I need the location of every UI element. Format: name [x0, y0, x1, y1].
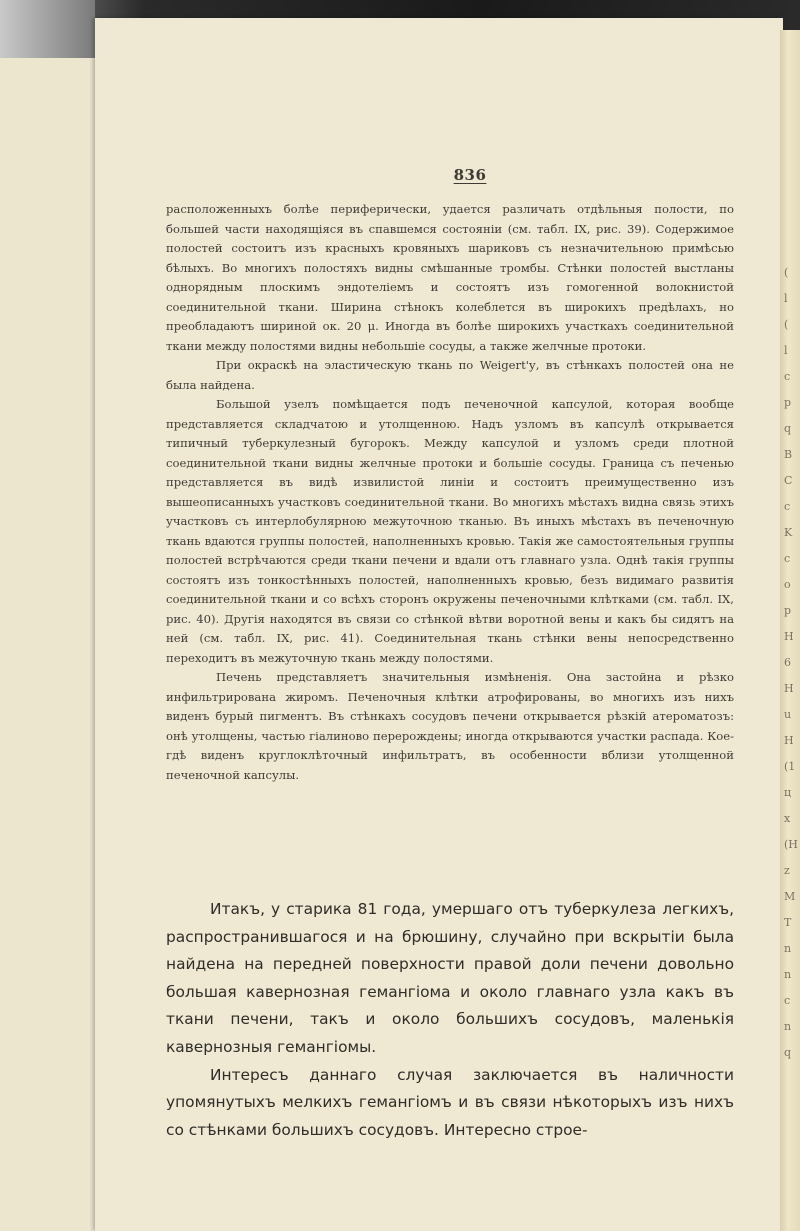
edge-fragment: u: [784, 708, 792, 721]
edge-fragment: z: [784, 864, 790, 877]
edge-fragment: C: [784, 474, 793, 487]
paragraph-2: При окраскѣ на эластическую ткань по Weigert'у, въ стѣнкахъ полостей она не была найдена.: [166, 358, 734, 392]
edge-fragment: c: [784, 370, 791, 383]
edge-fragment: 6: [784, 656, 791, 669]
edge-fragment: x: [784, 812, 791, 825]
edge-fragment: H: [784, 630, 794, 643]
edge-fragment: M: [784, 890, 796, 903]
page-number: 836: [453, 166, 487, 184]
edge-fragment: (: [784, 318, 789, 331]
edge-fragment: B: [784, 448, 793, 461]
edge-fragment: n: [784, 968, 792, 981]
edge-fragment: c: [784, 994, 791, 1007]
edge-fragment: l: [784, 344, 788, 357]
edge-fragment: n: [784, 1020, 792, 1033]
edge-fragment: H: [784, 682, 794, 695]
edge-fragment: K: [784, 526, 793, 539]
edge-fragment: l: [784, 292, 788, 305]
edge-fragment: p: [784, 396, 792, 409]
edge-fragment: n: [784, 942, 792, 955]
edge-fragment: (: [784, 266, 789, 279]
paragraph-4: Печень представляетъ значительныя измѣненія. Она застойна и рѣзко инфильтрирована жиромъ. Печеночныя клѣтки атрофированы, во многихъ изъ нихъ виденъ бурый пигментъ. Въ стѣнкахъ сосудовъ печени открывается рѣзкій атероматозъ: онѣ утолщены, частью гіалиново перерождены; иногда открываются участки распада. Кое-гдѣ виденъ круглоклѣточный инфильтратъ, въ особенности вблизи утолщенной печеночной капсулы.: [166, 670, 734, 782]
paragraph-1: расположенныхъ болѣе периферически, удается различать отдѣльныя полости, по большей части находящіяся въ спавшемся состояніи (см. табл. IX, рис. 39). Содержимое полостей состоитъ изъ красныхъ кровяныхъ шариковъ съ незначительною примѣсью бѣлыхъ. Во многихъ полостяхъ видны смѣшанные тромбы. Стѣнки полостей выстланы однорядным плоскимъ эндотеліемъ и состоятъ изъ гомогенной волокнистой соединительной ткани. Ширина стѣнокъ колеблется въ широкихъ предѣлахъ, но преобладаютъ шириной ок. 20 μ. Иногда въ болѣе широкихъ участкахъ соединительной ткани между полостями видны небольшіе сосуды, а также желчные протоки.: [166, 202, 734, 353]
edge-fragment: T: [784, 916, 792, 929]
edge-fragment: H: [784, 734, 794, 747]
body-text: [166, 200, 734, 785]
edge-fragment: c: [784, 552, 791, 565]
edge-fragment: p: [784, 604, 792, 617]
conclusion-paragraph-1: Итакъ, у старика 81 года, умершаго отъ туберкулеза легкихъ, распространившагося и на брюшину, случайно при вскрытіи была найдена на передней поверхности правой доли печени довольно большая кавернозная гемангіома и около главнаго узла какъ въ ткани печени, такъ и около большихъ сосудовъ, маленькія кавернозныя гемангіомы.: [166, 900, 734, 1056]
edge-fragment: c: [784, 500, 791, 513]
next-page-edge: [780, 30, 800, 1231]
edge-fragment: q: [784, 1046, 792, 1059]
edge-fragment: (H: [784, 838, 798, 851]
conclusion-text: [166, 896, 734, 1144]
edge-fragment: ц: [784, 786, 792, 799]
paragraph-3: Большой узелъ помѣщается подъ печеночной капсулой, которая вообще представляется складчатою и утолщенною. Надъ узломъ въ капсулѣ открывается типичный туберкулезный бугорокъ. Между капсулой и узломъ среди плотной соединительной ткани видны желчные протоки и большіе сосуды. Граница съ печенью представляется въ видѣ извилистой линіи и состоитъ преимущественно изъ вышеописанныхъ участковъ соединительной ткани. Во многихъ мѣстахъ видна связь этихъ участковъ съ интерлобулярною межуточною тканью. Въ иныхъ мѣстахъ въ печеночную ткань вдаются группы полостей, наполненныхъ кровью. Такія же самостоятельныя группы полостей встрѣчаются среди ткани печени и вдали отъ главнаго узла. Однѣ такія группы состоятъ изъ тонкостѣнныхъ полостей, наполненныхъ кровью, безъ видимаго развитія соединительной ткани и со всѣхъ сторонъ окружены печеночными клѣтками (см. табл. IX, рис. 40). Другія находятся въ связи со стѣнкой вѣтви воротной вены и какъ бы сидятъ на ней (см. табл. IX, рис. 41). Соединительная ткань стѣнки вены непосредственно переходитъ въ межуточную ткань между полостями.: [166, 397, 734, 665]
edge-fragment: q: [784, 422, 792, 435]
scan-top-light: [0, 0, 95, 58]
edge-fragment: (1: [784, 760, 796, 773]
conclusion-paragraph-2: Интересъ даннаго случая заключается въ наличности упомянутыхъ мелкихъ гемангіомъ и въ связи нѣкоторыхъ изъ нихъ со стѣнками большихъ сосудовъ. Интересно строе-: [166, 1065, 734, 1139]
edge-fragment: o: [784, 578, 791, 591]
